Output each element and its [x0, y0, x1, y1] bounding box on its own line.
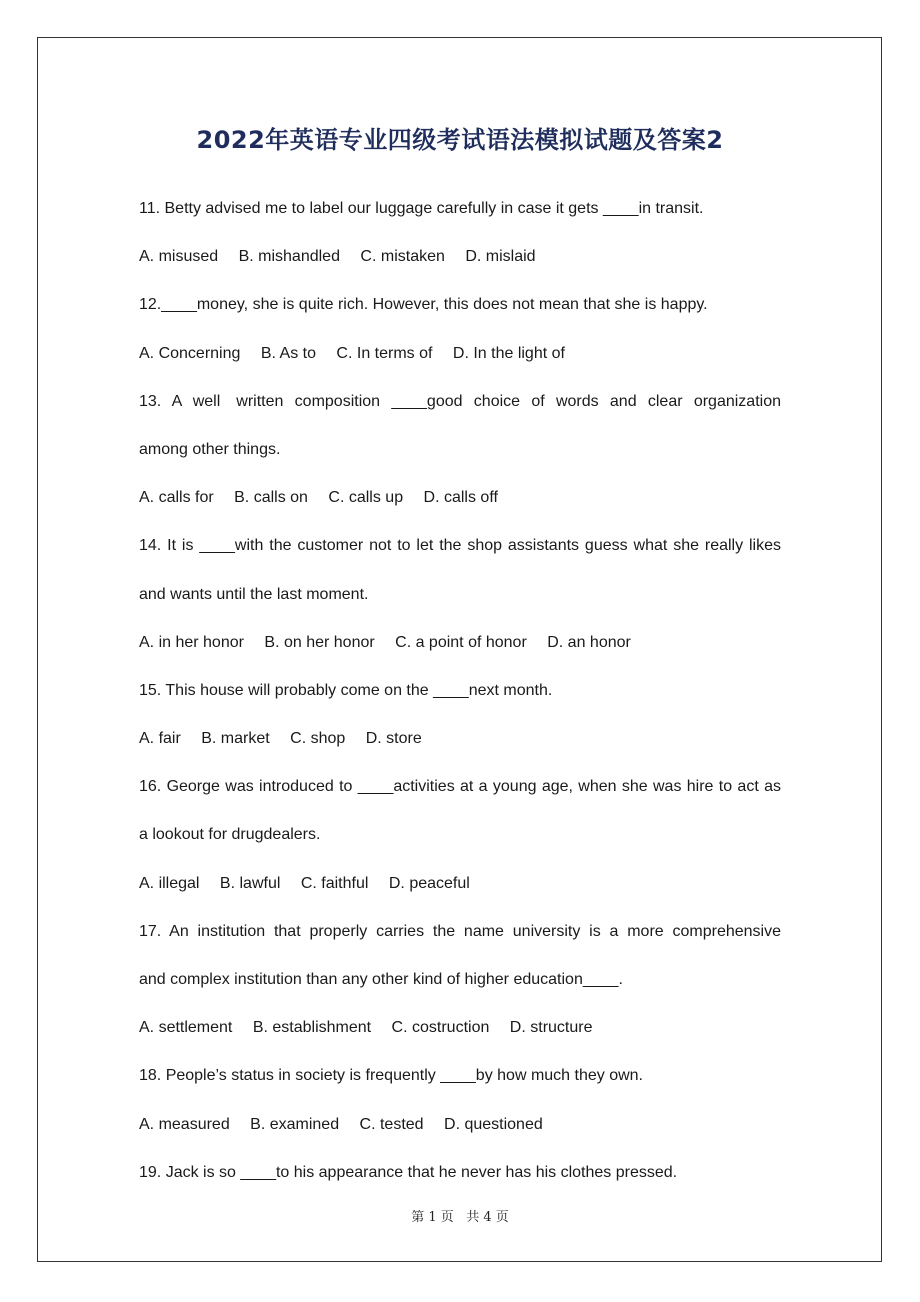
question-19: 19. Jack is so ____to his appearance that he never has his clothes pressed.	[139, 1163, 678, 1181]
question-16-continued: a lookout for drugdealers.	[139, 826, 321, 844]
document-body	[139, 185, 781, 1197]
question-11: 11. Betty advised me to label our luggage carefully in case it gets ____in transit.	[139, 200, 704, 217]
document-title: 2022年英语专业四级考试语法模拟试题及答案2	[196, 126, 724, 154]
question-12-options: A. Concerning B. As to C. In terms of D. In the light of	[139, 344, 565, 362]
question-17: 17. An institution that properly carries the name university is a more comprehensive	[139, 922, 781, 940]
question-15: 15. This house will probably come on the ____next month.	[139, 681, 553, 699]
question-17-options: A. settlement B. establishment C. costruction D. structure	[139, 1019, 593, 1037]
question-13: 13. A well written composition ____good choice of words and clear organization	[139, 392, 781, 410]
question-14-options: A. in her honor B. on her honor C. a point of honor D. an honor	[139, 633, 631, 651]
question-17-continued: and complex institution than any other kind of higher education____.	[139, 971, 623, 988]
question-16-options: A. illegal B. lawful C. faithful D. peaceful	[139, 874, 470, 892]
question-12: 12.____money, she is quite rich. However, this does not mean that she is happy.	[139, 296, 708, 314]
question-18: 18. People’s status in society is frequently ____by how much they own.	[139, 1067, 643, 1085]
question-14: 14. It is ____with the customer not to let the shop assistants guess what she really likes	[139, 537, 781, 555]
question-11-options: A. misused B. mishandled C. mistaken D. mislaid	[139, 248, 536, 266]
question-13-options: A. calls for B. calls on C. calls up D. calls off	[139, 489, 498, 507]
question-16: 16. George was introduced to ____activities at a young age, when she was hire to act as	[139, 778, 781, 796]
question-18-options: A. measured B. examined C. tested D. questioned	[139, 1115, 543, 1133]
question-15-options: A. fair B. market C. shop D. store	[139, 730, 422, 748]
question-13-continued: among other things.	[139, 440, 281, 458]
question-14-continued: and wants until the last moment.	[139, 585, 369, 603]
page-footer: 第 1 页 共 4 页	[411, 1210, 509, 1225]
